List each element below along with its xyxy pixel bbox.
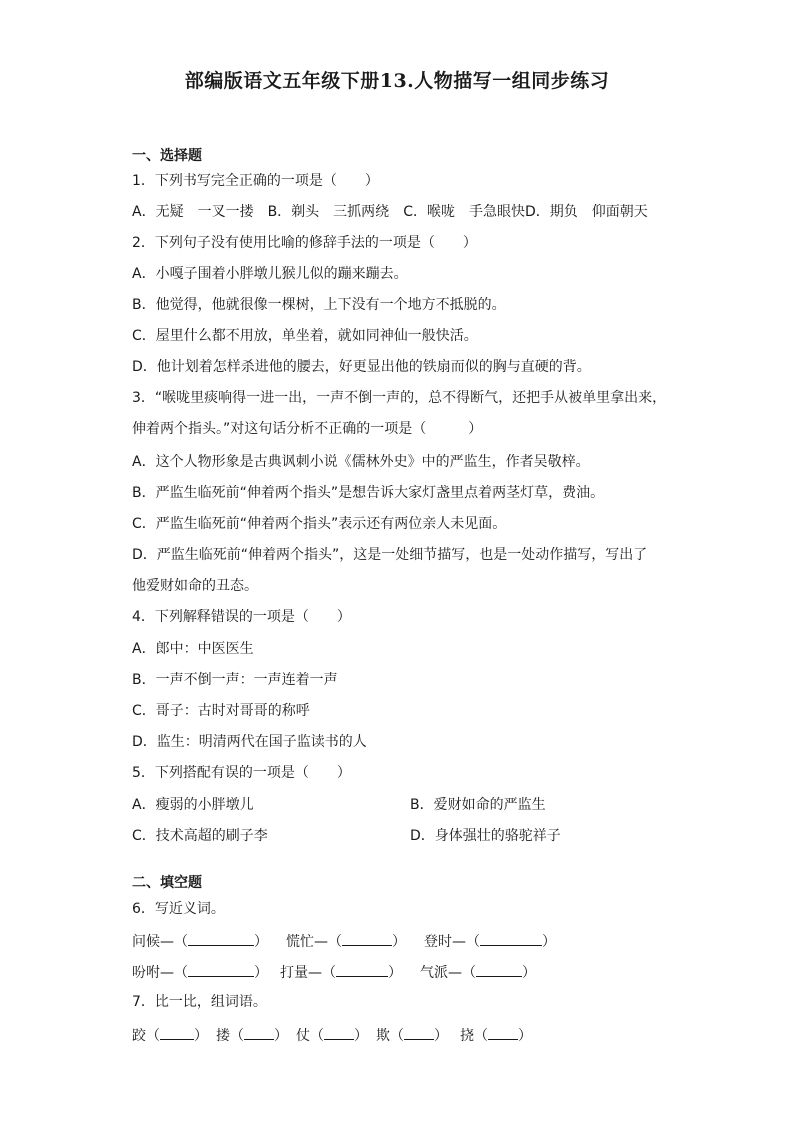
q6-word-label: 问候—（ — [132, 934, 188, 950]
q7-row — [132, 1025, 532, 1045]
q1-options — [132, 203, 648, 221]
close-paren: ） — [254, 934, 268, 950]
q6-word-label: 气派—（ — [420, 965, 476, 981]
q1-stem: 1．下列书写完全正确的一项是（ ） — [132, 173, 379, 189]
q1-option-d: D．期负 仰面朝天 — [524, 204, 648, 220]
q5-option-d: D．身体强壮的骆驼祥子 — [410, 828, 561, 844]
answer-blank[interactable] — [324, 1025, 354, 1040]
q6-stem: 6．写近义词。 — [132, 901, 225, 917]
q5-option-b: B．爱财如命的严监生 — [410, 797, 546, 813]
close-paren: ） — [194, 1028, 208, 1044]
answer-blank[interactable] — [244, 1025, 274, 1040]
q7-char-label: 欺（ — [376, 1028, 404, 1044]
q4-option-b: B．一声不倒一声：一声连着一声 — [132, 672, 338, 688]
close-paren: ） — [542, 934, 556, 950]
page-title: 部编版语文五年级下册13.人物描写一组同步练习 — [184, 70, 610, 92]
q6-word-label: 吩咐—（ — [132, 965, 188, 981]
q2-stem: 2．下列句子没有使用比喻的修辞手法的一项是（ ） — [132, 235, 477, 251]
q4-stem: 4．下列解释错误的一项是（ ） — [132, 609, 351, 625]
close-paren: ） — [392, 934, 406, 950]
q3-option-d-line2: 他爱财如命的丑态。 — [132, 578, 258, 594]
q3-option-c: C．严监生临死前“伸着两个指头”表示还有两位亲人未见面。 — [132, 516, 507, 532]
q7-char-label: 挠（ — [460, 1028, 488, 1044]
q7-stem: 7．比一比，组词语。 — [132, 994, 267, 1010]
q1-option-b: B．剃头 三抓两绕 — [267, 204, 390, 220]
q7-char-label: 搂（ — [216, 1028, 244, 1044]
answer-blank[interactable] — [160, 1025, 194, 1040]
answer-blank[interactable] — [336, 962, 388, 977]
q2-option-a: A．小嘎子围着小胖墩儿猴儿似的蹦来蹦去。 — [132, 266, 408, 282]
q6-word-label: 登时—（ — [424, 934, 480, 950]
q7-char-label: 仗（ — [296, 1028, 324, 1044]
q3-option-b: B．严监生临死前“伸着两个指头”是想告诉大家灯盏里点着两茎灯草，费油。 — [132, 485, 605, 501]
answer-blank[interactable] — [404, 1025, 434, 1040]
q7-char-label: 跤（ — [132, 1028, 160, 1044]
q3-option-d-line1: D．严监生临死前“伸着两个指头”，这是一处细节描写，也是一处动作描写，写出了 — [132, 547, 648, 563]
q6-word-label: 打量—（ — [280, 965, 336, 981]
q2-option-b: B．他觉得，他就很像一棵树，上下没有一个地方不抵脱的。 — [132, 297, 506, 313]
q4-option-d: D．监生：明清两代在国子监读书的人 — [132, 734, 367, 750]
close-paren: ） — [434, 1028, 448, 1044]
answer-blank[interactable] — [476, 962, 522, 977]
answer-blank[interactable] — [188, 931, 254, 946]
q4-option-a: A．郎中：中医医生 — [132, 641, 254, 657]
answer-blank[interactable] — [480, 931, 542, 946]
close-paren: ） — [388, 965, 402, 981]
answer-blank[interactable] — [342, 931, 392, 946]
close-paren: ） — [522, 965, 536, 981]
q5-option-a: A．瘦弱的小胖墩儿 — [132, 797, 254, 813]
answer-blank[interactable] — [488, 1025, 518, 1040]
q2-option-c: C．屋里什么都不用放，单坐着，就如同神仙一般快活。 — [132, 328, 478, 344]
close-paren: ） — [354, 1028, 368, 1044]
section-heading-choice: 一、选择题 — [132, 148, 202, 164]
close-paren: ） — [274, 1028, 288, 1044]
q3-stem-line1: 3．“喉咙里痰响得一进一出，一声不倒一声的，总不得断气，还把手从被单里拿出来， — [132, 390, 667, 406]
q4-option-c: C．哥子：古时对哥哥的称呼 — [132, 703, 310, 719]
close-paren: ） — [518, 1028, 532, 1044]
close-paren: ） — [254, 965, 268, 981]
answer-blank[interactable] — [188, 962, 254, 977]
section-heading-fill: 二、填空题 — [132, 875, 202, 891]
q5-option-c: C．技术高超的刷子李 — [132, 828, 268, 844]
q3-option-a: A．这个人物形象是古典讽刺小说《儒林外史》中的严监生，作者吴敬梓。 — [132, 454, 590, 470]
q1-option-c: C．喉咙 手急眼快 — [403, 204, 525, 220]
q6-row2 — [132, 962, 536, 982]
q5-stem: 5．下列搭配有误的一项是（ ） — [132, 765, 351, 781]
q2-option-d: D．他计划着怎样杀进他的腰去，好更显出他的铁扇而似的胸与直硬的背。 — [132, 359, 591, 375]
q3-stem-line2: 伸着两个指头。”对这句话分析不正确的一项是（ ） — [132, 421, 483, 437]
q6-row1 — [132, 931, 556, 951]
q6-word-label: 慌忙—（ — [286, 934, 342, 950]
q1-option-a: A．无疑 一叉一搂 — [132, 204, 254, 220]
